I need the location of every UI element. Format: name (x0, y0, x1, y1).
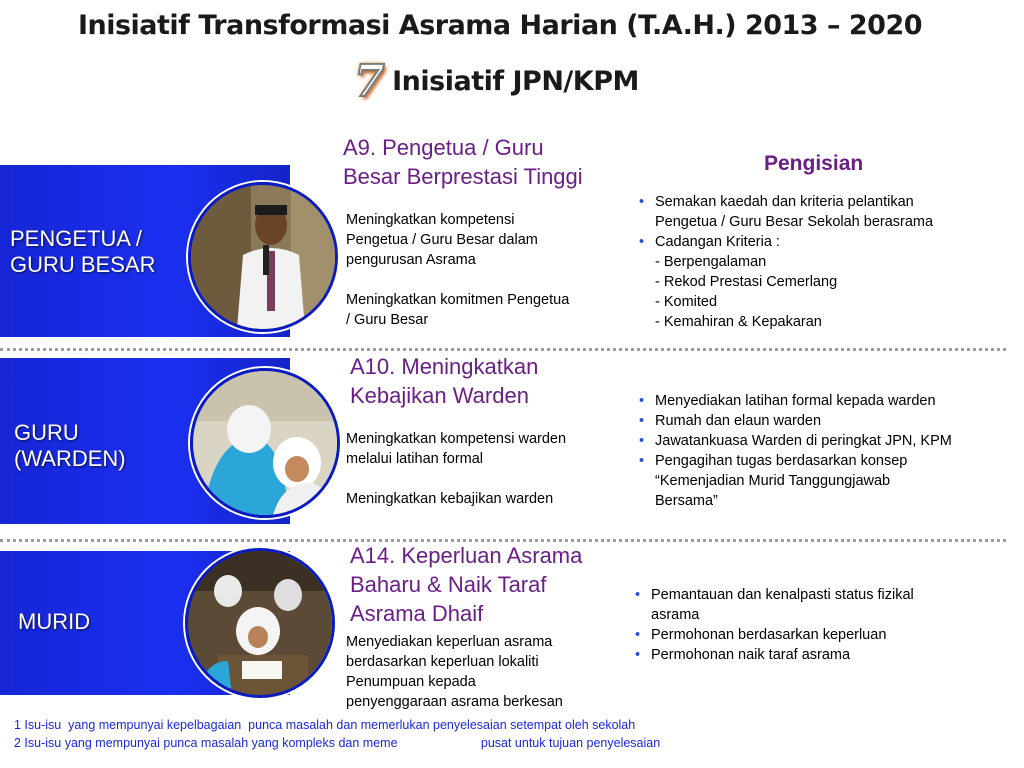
pengisian-list-a14 (633, 585, 1018, 665)
list-item: • Menyediakan latihan formal kepada warden (639, 393, 936, 409)
subtitle-text: Inisiatif JPN/KPM (392, 66, 639, 97)
pengisian-list-a9 (637, 192, 1017, 332)
list-item: • Semakan kaedah dan kriteria pelantikan Pengetua / Guru Besar Sekolah berasrama (639, 194, 934, 230)
section-divider (0, 348, 1006, 351)
section-label-warden: GURU (WARDEN) (14, 420, 126, 471)
list-item: • Jawatankuasa Warden di peringkat JPN, KPM (639, 433, 952, 449)
footnote-2: 2 Isu-isu yang mempunyai punca masalah yang kompleks dan meme pusat untuk tujuan penyelesaian (14, 736, 661, 750)
slide-title: Inisiatif Transformasi Asrama Harian (T.A.H.) 2013 – 2020 (77, 10, 923, 41)
students-photo (185, 548, 335, 698)
initiative-a10-title: A10. Meningkatkan Kebajikan Warden (350, 354, 539, 408)
initiative-a14-description: Menyediakan keperluan asrama berdasarkan keperluan lokaliti Penumpuan kepada penyenggaraan asrama berkesan (346, 634, 563, 710)
list-item: • Cadangan Kriteria : (639, 234, 780, 250)
list-item: • Pemantauan dan kenalpasti status fizikal asrama (635, 587, 914, 623)
section-label-pengetua: PENGETUA / GURU BESAR (10, 226, 156, 277)
initiative-count-number: 7 (354, 56, 385, 107)
warden-photo (190, 368, 340, 518)
pengisian-list-a10 (637, 391, 1022, 511)
list-item: • Permohonan berdasarkan keperluan (635, 627, 887, 643)
footnote-1: 1 Isu-isu yang mempunyai kepelbagaian punca masalah dan memerlukan penyelesaian setempat oleh sekolah (14, 718, 636, 732)
list-item: • Permohonan naik taraf asrama (635, 647, 851, 663)
criteria-sublist: - Berpengalaman - Rekod Prestasi Cemerlang - Komited - Kemahiran & Kepakaran (655, 254, 838, 330)
pengisian-heading: Pengisian (764, 152, 864, 175)
initiative-a9-description: Meningkatkan kompetensi Pengetua / Guru Besar dalam pengurusan Asrama Meningkatkan komitmen Pengetua / Guru Besar (346, 212, 570, 328)
slide-subtitle (354, 56, 639, 107)
list-item: • Rumah dan elaun warden (639, 413, 822, 429)
principal-photo (188, 182, 338, 332)
section-label-murid: MURID (18, 609, 91, 634)
initiative-a10-description: Meningkatkan kompetensi warden melalui latihan formal Meningkatkan kebajikan warden (346, 431, 567, 507)
initiative-a14-title: A14. Keperluan Asrama Baharu & Naik Taraf Asrama Dhaif (350, 543, 583, 626)
list-item: • Pengagihan tugas berdasarkan konsep “Kemenjadian Murid Tanggungjawab Bersama” (639, 453, 908, 509)
initiative-a9-title: A9. Pengetua / Guru Besar Berprestasi Tinggi (343, 135, 583, 189)
